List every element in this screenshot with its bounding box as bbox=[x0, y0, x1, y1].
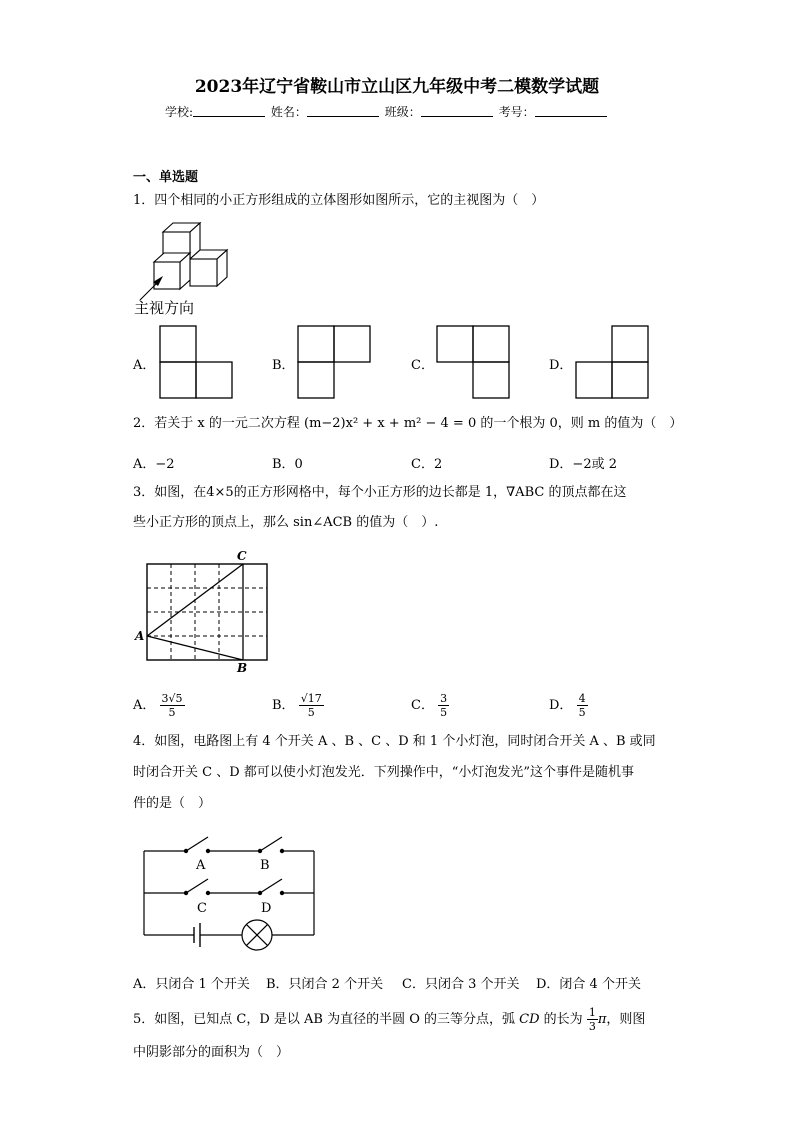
q4-line-1: 4．如图，电路图上有 4 个开关 A 、B 、C 、D 和 1 个小灯泡，同时闭合开关 A 、B 或同 bbox=[133, 734, 656, 749]
switch-label-d: D bbox=[261, 901, 272, 916]
q5-line-1: 5．如图，已知点 C，D 是以 AB 为直径的半圆 O 的三等分点，弧 CD 的长为 $\frac{1}{3}$ π，则图 bbox=[133, 1006, 646, 1033]
q4-option-c: C．只闭合 3 个开关 bbox=[402, 977, 520, 992]
q3-option-b: B． $\frac{√17}{5}$ bbox=[272, 692, 322, 719]
switch-label-c: C bbox=[197, 901, 207, 916]
school-blank bbox=[193, 105, 265, 117]
q2-option-a: A．−2 bbox=[133, 457, 175, 472]
q1-option-c-figure bbox=[436, 325, 510, 399]
q2-option-b: B．0 bbox=[272, 457, 303, 472]
q1-option-b-figure bbox=[297, 325, 371, 399]
q1-text: 1．四个相同的小正方形组成的立体图形如图所示，它的主视图为（ ） bbox=[133, 193, 545, 208]
q1-option-c: C． bbox=[411, 358, 434, 373]
q4-option-b: B．只闭合 2 个开关 bbox=[266, 977, 384, 992]
q3-option-d: D． $\frac{4}{5}$ bbox=[549, 692, 586, 719]
view-direction-caption: 主视方向 bbox=[134, 299, 195, 317]
q4-circuit-figure bbox=[140, 830, 320, 955]
number-blank bbox=[535, 105, 607, 117]
q5-line-2: 中阴影部分的面积为（ ） bbox=[133, 1045, 290, 1060]
q3-line-2: 些小正方形的顶点上，那么 sin∠ACB 的值为（ ）. bbox=[133, 515, 439, 530]
q1-option-b: B． bbox=[272, 358, 295, 373]
q3-label-b: B bbox=[237, 661, 248, 675]
q1-option-d: D． bbox=[549, 358, 573, 373]
q2-text: 2．若关于 x 的一元二次方程 (m−2)x² + x + m² − 4 = 0 的一个根为 0，则 m 的值为（ ） bbox=[133, 416, 683, 431]
switch-label-a: A bbox=[196, 858, 206, 873]
school-label: 学校: bbox=[165, 105, 194, 119]
q3-grid-figure bbox=[133, 548, 273, 678]
switch-label-b: B bbox=[260, 858, 270, 873]
class-blank bbox=[421, 105, 493, 117]
q3-label-a: A bbox=[135, 629, 145, 643]
q3-line-1: 3．如图，在4×5的正方形网格中，每个小正方形的边长都是 1，∇ABC 的顶点都在这 bbox=[133, 485, 627, 500]
page-title: 2023年辽宁省鞍山市立山区九年级中考二模数学试题 bbox=[194, 77, 600, 97]
q3-option-c: C． $\frac{3}{5}$ bbox=[411, 692, 448, 719]
name-label: 姓名： bbox=[270, 105, 307, 119]
q3-label-c: C bbox=[237, 549, 247, 563]
q4-option-d: D．闭合 4 个开关 bbox=[536, 977, 641, 992]
arc-cd: CD bbox=[519, 1012, 540, 1027]
q4-line-2: 时闭合开关 C 、D 都可以使小灯泡发光．下列操作中，“小灯泡发光”这个事件是随机事 bbox=[133, 765, 635, 780]
q5-fraction: $\frac{1}{3}$ bbox=[588, 1006, 596, 1033]
q4-option-a: A．只闭合 1 个开关 bbox=[133, 977, 250, 992]
section-heading: 一、单选题 bbox=[133, 170, 199, 185]
q1-option-a-figure bbox=[159, 325, 233, 399]
student-info-line bbox=[165, 103, 609, 120]
q3-option-a: A． $\frac{3√5}{5}$ bbox=[133, 692, 183, 719]
q1-option-d-figure bbox=[575, 325, 649, 399]
q4-line-3: 件的是（ ） bbox=[133, 796, 212, 811]
q2-option-d: D．−2或 2 bbox=[549, 457, 617, 472]
name-blank bbox=[307, 105, 379, 117]
number-label: 考号： bbox=[498, 105, 535, 119]
q2-option-c: C．2 bbox=[411, 457, 443, 472]
class-label: 班级： bbox=[384, 105, 421, 119]
q1-option-a: A． bbox=[133, 358, 156, 373]
